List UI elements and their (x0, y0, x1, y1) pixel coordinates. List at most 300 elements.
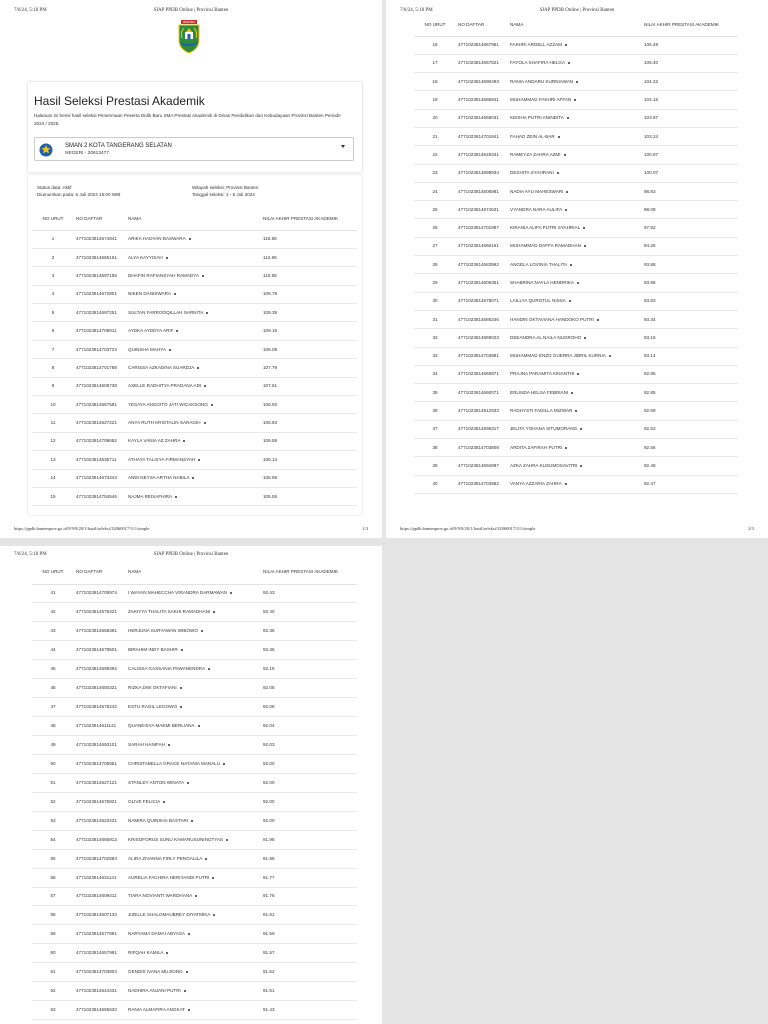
cell-score: 104.15 (642, 91, 738, 109)
student-name: VANYA AZZARIA ZAHRA (510, 481, 562, 487)
student-name: DHAFIN RAFIANSYAH RAMADYA (128, 272, 200, 278)
bullet-icon (174, 293, 176, 295)
bullet-icon (565, 447, 567, 449)
table-row (414, 475, 738, 493)
col-header-no: NO URUT (32, 560, 74, 584)
cell-reg: 4771023814657991 (74, 944, 126, 963)
cell-reg: 4771023814576321 (74, 603, 126, 622)
cell-no: 31 (414, 310, 456, 328)
cell-no: 39 (414, 457, 456, 475)
student-name: KIRANIA ALIFA PUTRI SYAHRIAL (510, 225, 581, 231)
cell-name (126, 736, 261, 755)
table-row (414, 274, 738, 292)
cell-reg: 4771023814631141 (74, 868, 126, 887)
table-row (32, 982, 357, 1001)
table-row (414, 402, 738, 420)
cell-score: 92.48 (642, 457, 738, 475)
cell-score: 103.87 (642, 109, 738, 127)
student-name: DEEANDRA AL NAILA NUGROHO (510, 334, 582, 340)
bullet-icon (204, 422, 206, 424)
cell-no: 48 (32, 717, 74, 736)
table-row (32, 849, 357, 868)
name-wrap (128, 837, 259, 843)
cell-no: 49 (32, 736, 74, 755)
cell-reg: 4771023814608351 (456, 274, 508, 292)
name-wrap (128, 365, 259, 371)
name-wrap (510, 170, 640, 176)
table-row (32, 925, 357, 944)
name-wrap (510, 317, 640, 323)
name-wrap (510, 152, 640, 158)
bullet-icon (206, 312, 208, 314)
table-row (32, 603, 357, 622)
bullet-icon (583, 227, 585, 229)
col-header-no: NO URUT (32, 208, 74, 230)
student-name: MUHAMMAD FAKHRI AFFAN (510, 97, 572, 103)
cell-no: 19 (414, 91, 456, 109)
cell-score: 91.43 (261, 1001, 357, 1020)
bullet-icon (180, 687, 182, 689)
status-block (37, 184, 121, 198)
student-name: RANIA ALMAFIRA ANGKAT (128, 1007, 186, 1013)
table-row (32, 868, 357, 887)
student-name: KRISOFORUS SUNU KAMARUSUNINGTYAS (128, 836, 224, 842)
cell-score: 92.00 (261, 773, 357, 792)
table-row (414, 347, 738, 365)
cell-score: 91.57 (261, 944, 357, 963)
cell-reg: 4771023814703881 (456, 347, 508, 365)
student-name: NAJMA REISAFHIRA (128, 493, 173, 499)
col-header-name: NAMA (508, 14, 642, 36)
cell-no: 43 (32, 622, 74, 641)
cell-name (126, 377, 261, 395)
bullet-icon (577, 282, 579, 284)
cell-score: 92.16 (261, 660, 357, 679)
cell-reg: 4771023814667961 (456, 36, 508, 54)
cell-name (126, 603, 261, 622)
student-name: I WAYAN MAHECCHA VIRANDRA DARMAWAN (128, 590, 227, 596)
cell-reg: 4771023814697155 (74, 267, 126, 285)
cell-no: 27 (414, 237, 456, 255)
print-page-3 (0, 546, 382, 1024)
print-date: 7/6/24, 5:18 PM (14, 8, 47, 13)
student-name: AYDKA AYDDYA ARIF (128, 328, 174, 334)
cell-score: 92.40 (261, 603, 357, 622)
name-wrap (128, 590, 259, 596)
student-name: OLIVE FELICIA (128, 798, 161, 804)
name-wrap (510, 426, 640, 432)
cell-score: 91.98 (261, 830, 357, 849)
table-row (32, 359, 357, 377)
table-row (32, 285, 357, 303)
school-selector[interactable] (34, 137, 354, 161)
cell-no: 52 (32, 792, 74, 811)
cell-score: 92.00 (261, 754, 357, 773)
student-name: NADHIRA ANJANI PUTRI (128, 988, 181, 994)
name-wrap (128, 494, 259, 500)
bullet-icon (202, 275, 204, 277)
cell-score: 92.69 (642, 402, 738, 420)
cell-no: 11 (32, 414, 74, 432)
student-name: ANYA RUTH KRISTALIN SARAGIH (128, 420, 201, 426)
table-row (414, 310, 738, 328)
student-name: ERLINDA HELSA FEBRIANI (510, 389, 569, 395)
name-wrap (128, 856, 259, 862)
cell-reg: 4771023814644431 (74, 982, 126, 1001)
cell-reg: 4771023814635711 (74, 451, 126, 469)
bullet-icon (189, 238, 191, 240)
name-wrap (128, 704, 259, 710)
cell-reg: 4771023814655632 (74, 1001, 126, 1020)
cell-reg: 4771023814623431 (74, 811, 126, 830)
cell-reg: 4771023814577891 (74, 925, 126, 944)
bullet-icon (580, 465, 582, 467)
table-row (414, 73, 738, 91)
bullet-icon (187, 782, 189, 784)
print-title: SIAP PPDB Online | Provinsi Banten (539, 8, 615, 13)
bullet-icon (567, 117, 569, 119)
cell-score: 91.59 (261, 925, 357, 944)
cell-reg: 4771023814699934 (456, 164, 508, 182)
student-name: LAILLYA QUROTUL NISSA (510, 298, 566, 304)
cell-score: 105.55 (261, 487, 357, 505)
cell-reg: 4771023814708652 (74, 432, 126, 450)
cell-no: 59 (32, 925, 74, 944)
cell-score: 97.92 (642, 219, 738, 237)
cell-no: 5 (32, 304, 74, 322)
cell-reg: 4771023814705951 (74, 754, 126, 773)
cell-score: 92.04 (261, 717, 357, 736)
results-table (32, 208, 357, 506)
cell-no: 62 (32, 982, 74, 1001)
cell-name (508, 201, 642, 219)
school-name: SMAN 2 KOTA TANGERANG SELATAN (65, 143, 172, 149)
student-name: CALISSA GASSANIA PAWANENDRA (128, 666, 206, 672)
bullet-icon (197, 367, 199, 369)
table-row (32, 792, 357, 811)
table-row (414, 256, 738, 274)
table-row (32, 396, 357, 414)
bullet-icon (584, 245, 586, 247)
table-row (414, 457, 738, 475)
student-name: KAYLA VANIA AZ ZAHRA (128, 438, 181, 444)
cell-score: 91.77 (261, 868, 357, 887)
bullet-icon (558, 136, 560, 138)
cell-reg: 4771023814690493 (456, 73, 508, 91)
announced-text: Diumumkan pada: 6 Juli 2024 15:00 WIB (37, 192, 121, 197)
cell-name (126, 584, 261, 603)
cell-no: 56 (32, 868, 74, 887)
table-row (32, 811, 357, 830)
bullet-icon (223, 763, 225, 765)
bullet-icon (183, 440, 185, 442)
bullet-icon (213, 611, 215, 613)
cell-reg: 4771023814674631 (456, 201, 508, 219)
cell-score: 98.83 (642, 182, 738, 200)
cell-name (126, 660, 261, 679)
cell-no: 42 (32, 603, 74, 622)
cell-reg: 4771023814660071 (456, 384, 508, 402)
name-wrap (510, 335, 640, 341)
col-header-score: NILAI AKHIR PRESTASI AKADEMIK (261, 560, 357, 584)
table-row (32, 414, 357, 432)
cell-score: 92.08 (261, 698, 357, 717)
name-wrap (128, 761, 259, 767)
cell-score: 108.08 (261, 340, 357, 358)
bullet-icon (577, 373, 579, 375)
student-name: ESTU RAGIL LEGOWO (128, 704, 178, 710)
cell-name (126, 792, 261, 811)
cell-no: 58 (32, 906, 74, 925)
bullet-icon (204, 385, 206, 387)
cell-no: 38 (414, 439, 456, 457)
name-wrap (510, 408, 640, 414)
cell-name (126, 982, 261, 1001)
cell-name (126, 641, 261, 660)
student-name: ATHAYA TALISYA FIRMANSYAH (128, 456, 196, 462)
cell-score: 109.78 (261, 285, 357, 303)
name-wrap (510, 60, 640, 66)
table-row (414, 127, 738, 145)
page-description: Halaman ini berisi hasil seleksi Penerimaan Peserta Didik Baru SMA Prestasi Akademik di Dinas Pendidikan dan Kebudayaan Provinsi Banten Periode 2024 / 2025. (34, 113, 341, 126)
bullet-icon (166, 257, 168, 259)
cell-score: 91.52 (261, 963, 357, 982)
table-row (414, 109, 738, 127)
student-name: HERJUNA SURYAWAN WIBOWO (128, 628, 198, 634)
logo-banner-text: BANTEN (183, 20, 195, 25)
student-name: SHABRINA NAYLA HENDRIKA (510, 280, 574, 285)
cell-name (126, 944, 261, 963)
col-header-score: NILAI AKHIR PRESTASI AKADEMIK (642, 14, 738, 36)
cell-score: 93.88 (642, 256, 738, 274)
print-title: SIAP PPDB Online | Provinsi Banten (153, 552, 229, 557)
student-name: JIZELLE SHALOMAUBREY DIYATMIKA (128, 912, 211, 918)
cell-name (126, 285, 261, 303)
cell-no: 9 (32, 377, 74, 395)
bullet-icon (205, 858, 207, 860)
table-row (32, 432, 357, 450)
cell-score: 105.69 (261, 469, 357, 487)
cell-name (126, 230, 261, 248)
name-wrap (128, 310, 259, 316)
table-row (414, 420, 738, 438)
cell-name (508, 402, 642, 420)
cell-reg: 4771023814608738 (74, 377, 126, 395)
table-row (32, 622, 357, 641)
table-row (32, 963, 357, 982)
student-name: CARISSA AZKADINA SUARDJA (128, 364, 195, 370)
print-header (14, 8, 368, 16)
bullet-icon (580, 428, 582, 430)
cell-score: 106.63 (261, 414, 357, 432)
bullet-icon (186, 971, 188, 973)
selection-panel (28, 82, 362, 172)
cell-reg: 4771023814612933 (456, 402, 508, 420)
cell-score: 93.83 (642, 292, 738, 310)
cell-no: 55 (32, 849, 74, 868)
bullet-icon (565, 44, 567, 46)
school-emblem-icon (39, 143, 53, 157)
cell-no: 24 (414, 182, 456, 200)
print-date: 7/6/24, 5:18 PM (14, 552, 47, 557)
table-row (32, 267, 357, 285)
bullet-icon (169, 349, 171, 351)
name-wrap (128, 609, 259, 615)
cell-name (126, 1001, 261, 1020)
cell-no: 63 (32, 1001, 74, 1020)
cell-name (126, 432, 261, 450)
cell-name (126, 469, 261, 487)
cell-score: 103.24 (642, 127, 738, 145)
cell-no: 32 (414, 329, 456, 347)
name-wrap (510, 262, 640, 268)
student-name: NARYAMA DAMAI ABYASA (128, 931, 185, 937)
cell-score: 92.36 (261, 641, 357, 660)
name-wrap (128, 969, 259, 975)
cell-no: 17 (414, 54, 456, 72)
cell-no: 26 (414, 219, 456, 237)
cell-name (508, 365, 642, 383)
student-name: AXELLE RADHITYA PRADANA ADI (128, 383, 202, 389)
table-row (32, 906, 357, 925)
cell-reg: 4771023814627121 (74, 773, 126, 792)
table-row (32, 698, 357, 717)
cell-reg: 4771023814666161 (456, 237, 508, 255)
student-name: ARDITA ZAFIRAH PUTRI (510, 444, 563, 450)
bullet-icon (565, 483, 567, 485)
name-wrap (128, 291, 259, 297)
col-header-score: NILAI AKHIR PRESTASI AKADEMIK (261, 208, 357, 230)
name-wrap (128, 931, 259, 937)
table-header-row (32, 560, 357, 584)
student-name: AZKA ZAHRA KUSUMOSAVITRI (510, 462, 578, 468)
cell-reg: 4771023814697251 (74, 304, 126, 322)
bullet-icon (574, 99, 576, 101)
cell-no: 33 (414, 347, 456, 365)
name-wrap (128, 628, 259, 634)
name-wrap (510, 390, 640, 396)
cell-score: 93.14 (642, 347, 738, 365)
cell-name (126, 304, 261, 322)
name-wrap (510, 463, 640, 469)
cell-name (508, 237, 642, 255)
cell-no: 2 (32, 248, 74, 266)
cell-name (508, 384, 642, 402)
student-name: RAMEYZA ZAHRA AZMI (510, 151, 561, 157)
cell-name (508, 256, 642, 274)
name-wrap (128, 893, 259, 899)
table-row (32, 679, 357, 698)
bullet-icon (213, 914, 215, 916)
print-url: https://ppdb.bantenprov.go.id/9/9/8/20/1/hasil/seleksi/32060017/3/1/simple (14, 526, 150, 531)
name-wrap (510, 353, 640, 359)
cell-no: 57 (32, 887, 74, 906)
print-page-number: 1/3 (362, 526, 368, 531)
bullet-icon (566, 191, 568, 193)
cell-name (508, 292, 642, 310)
chevron-down-icon[interactable] (341, 145, 345, 148)
cell-score: 100.87 (642, 146, 738, 164)
cell-score: 91.96 (261, 849, 357, 868)
student-name: QUINSHA MAHYA (128, 346, 166, 352)
cell-reg: 4771023814683992 (456, 256, 508, 274)
table-row (32, 887, 357, 906)
name-wrap (128, 255, 259, 261)
student-name: HANDIN OKTAVIANA HANDOKO PUTRI (510, 316, 594, 322)
bullet-icon (168, 744, 170, 746)
cell-no: 7 (32, 340, 74, 358)
student-name: ALIRA ZIVANNA FIRLY PENGALILA (128, 855, 203, 861)
table-row (32, 469, 357, 487)
cell-name (126, 322, 261, 340)
cell-reg: 4771023814694887 (456, 457, 508, 475)
cell-score: 92.36 (261, 622, 357, 641)
cell-name (126, 698, 261, 717)
cell-score: 92.56 (642, 439, 738, 457)
cell-reg: 4771023814685913 (74, 830, 126, 849)
cell-no: 3 (32, 267, 74, 285)
bullet-icon (570, 264, 572, 266)
name-wrap (128, 273, 259, 279)
cell-score: 94.26 (642, 237, 738, 255)
col-header-reg: NO DAFTAR (74, 208, 126, 230)
table-row (32, 830, 357, 849)
cell-score: 93.16 (642, 329, 738, 347)
name-wrap (128, 799, 259, 805)
col-header-reg: NO DAFTAR (74, 560, 126, 584)
table-row (414, 384, 738, 402)
cell-reg: 4771023814665161 (74, 248, 126, 266)
cell-score: 91.61 (261, 906, 357, 925)
bullet-icon (569, 300, 571, 302)
cell-name (508, 420, 642, 438)
name-wrap (128, 236, 259, 242)
cell-no: 41 (32, 584, 74, 603)
table-row (414, 54, 738, 72)
cell-score: 91.76 (261, 887, 357, 906)
cell-reg: 4771023814701788 (74, 359, 126, 377)
cell-reg: 4771023814703723 (74, 340, 126, 358)
name-wrap (128, 438, 259, 444)
cell-reg: 4771023814686346 (456, 310, 508, 328)
name-wrap (128, 950, 259, 956)
cell-no: 25 (414, 201, 456, 219)
bullet-icon (188, 933, 190, 935)
table-row (32, 717, 357, 736)
name-wrap (128, 328, 259, 334)
table-row (414, 36, 738, 54)
bullet-icon (198, 725, 200, 727)
cell-name (508, 109, 642, 127)
name-wrap (128, 402, 259, 408)
bullet-icon (230, 592, 232, 594)
cell-name (126, 679, 261, 698)
table-row (414, 146, 738, 164)
bullet-icon (576, 81, 578, 83)
name-wrap (128, 347, 259, 353)
name-wrap (128, 742, 259, 748)
bullet-icon (191, 820, 193, 822)
cell-score: 105.48 (642, 36, 738, 54)
name-wrap (510, 371, 640, 377)
dates-text: Tanggal seleksi: 1 - 6 Juli 2024 (192, 192, 255, 197)
table-row (32, 773, 357, 792)
cell-reg: 4771023814659031 (456, 109, 508, 127)
cell-name (508, 329, 642, 347)
table-row (32, 322, 357, 340)
cell-reg: 4771023814627221 (74, 414, 126, 432)
table-row (32, 736, 357, 755)
